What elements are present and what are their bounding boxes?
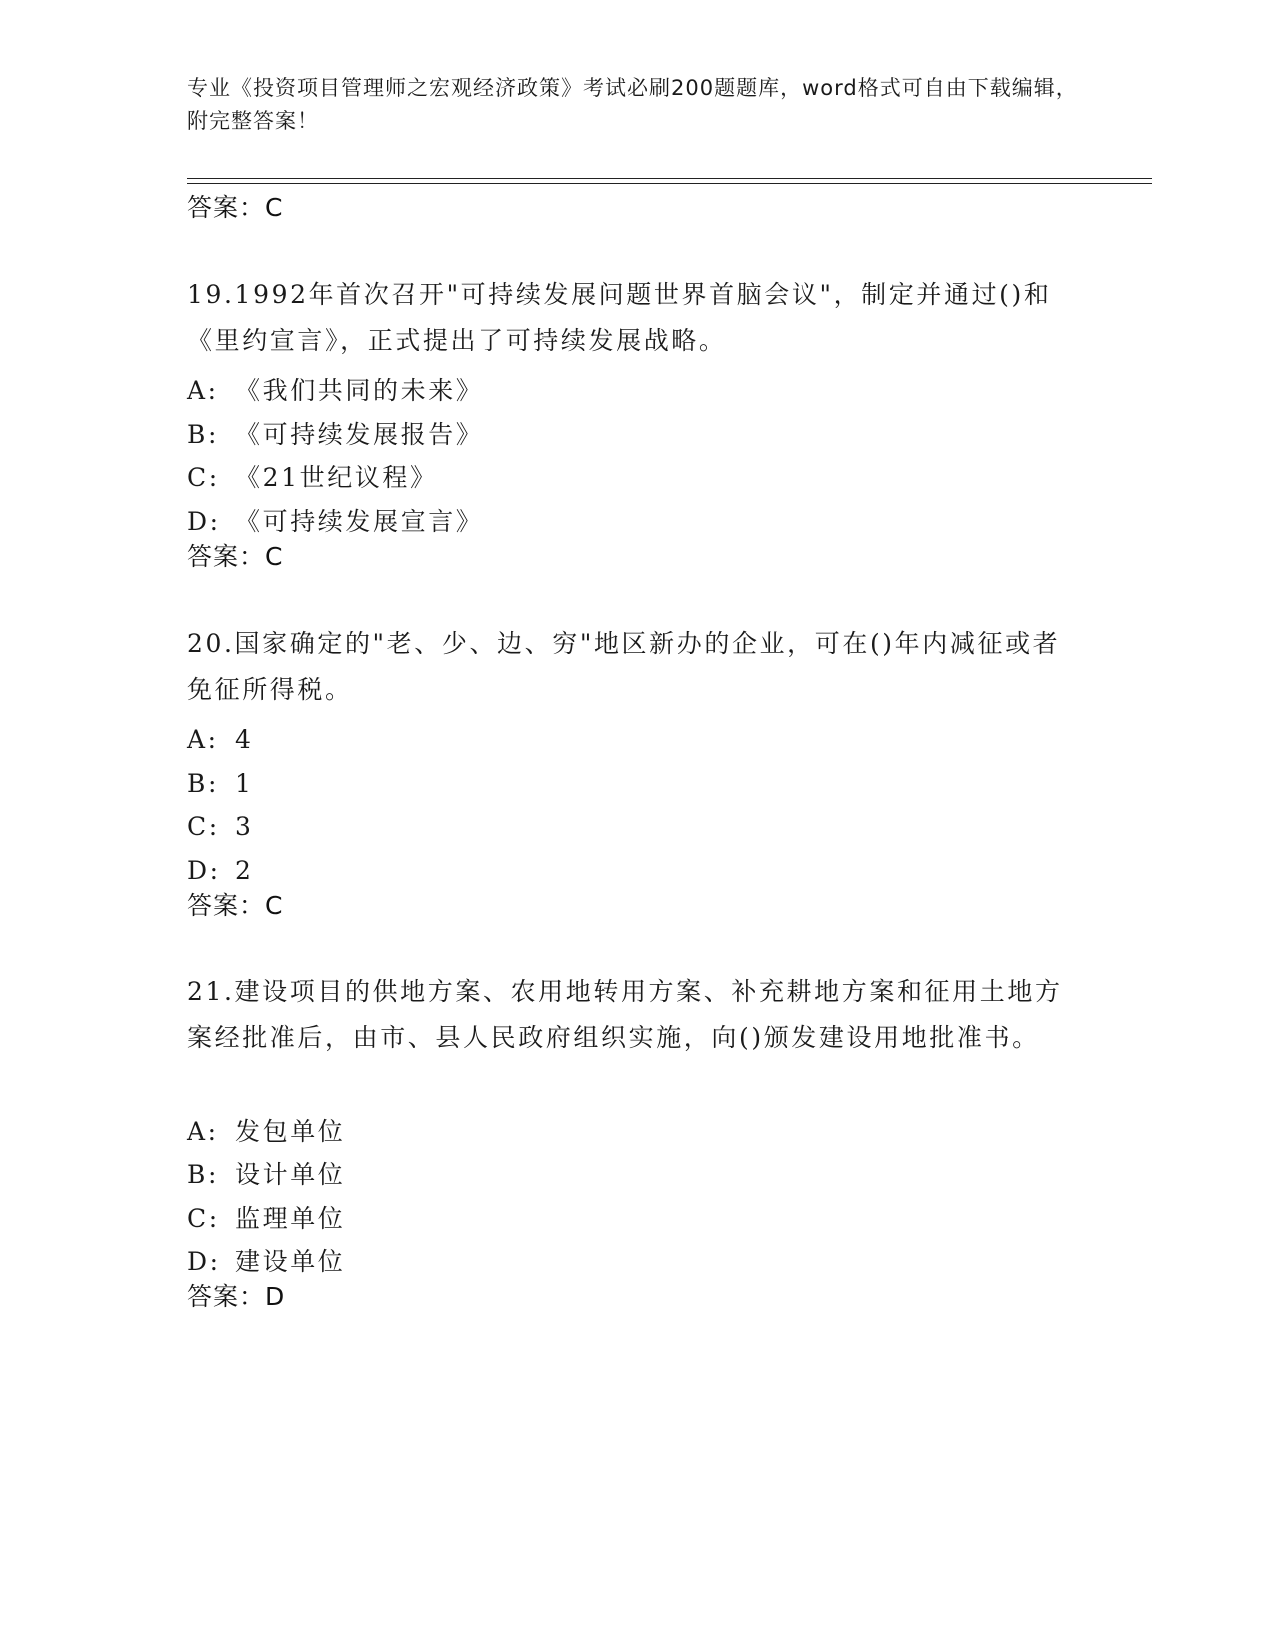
option-a bbox=[187, 725, 1077, 755]
option-key: C: bbox=[187, 463, 220, 492]
option-d bbox=[187, 1247, 1077, 1277]
option-key: A: bbox=[187, 1117, 219, 1146]
question-text: 19.1992年首次召开"可持续发展问题世界首脑会议"，制定并通过()和《里约宣言》，正式提出了可持续发展战略。 bbox=[187, 280, 1052, 355]
option-key: B: bbox=[187, 769, 219, 798]
option-value: 4 bbox=[235, 725, 254, 754]
option-a bbox=[187, 376, 1077, 406]
option-b bbox=[187, 1160, 1077, 1190]
header-divider-bottom bbox=[187, 183, 1152, 184]
option-key: A: bbox=[187, 376, 219, 405]
option-key: D: bbox=[187, 1247, 221, 1276]
option-key: A: bbox=[187, 725, 219, 754]
option-key: D: bbox=[187, 856, 221, 885]
option-value: 发包单位 bbox=[235, 1117, 346, 1146]
answer-label: 答案：C bbox=[187, 891, 284, 920]
option-key: C: bbox=[187, 1204, 220, 1233]
answer-label: 答案：C bbox=[187, 542, 284, 571]
option-key: B: bbox=[187, 1160, 219, 1189]
option-key: C: bbox=[187, 812, 220, 841]
option-c bbox=[187, 812, 1077, 842]
option-d bbox=[187, 507, 1077, 537]
option-key: D: bbox=[187, 507, 221, 536]
option-c bbox=[187, 463, 1077, 493]
option-value: 监理单位 bbox=[235, 1204, 346, 1233]
option-a bbox=[187, 1117, 1077, 1147]
option-value: 《21世纪议程》 bbox=[235, 463, 438, 492]
option-value: 设计单位 bbox=[235, 1160, 346, 1189]
option-value: 建设单位 bbox=[235, 1247, 346, 1276]
header-divider-top bbox=[187, 178, 1152, 179]
option-value: 《我们共同的未来》 bbox=[235, 376, 484, 405]
answer-label: 答案：D bbox=[187, 1282, 286, 1311]
option-value: 1 bbox=[235, 769, 254, 798]
question-text: 20.国家确定的"老、少、边、穷"地区新办的企业，可在()年内减征或者免征所得税。 bbox=[187, 629, 1061, 704]
option-b bbox=[187, 420, 1077, 450]
option-value: 2 bbox=[235, 856, 254, 885]
answer-label: 答案：C bbox=[187, 193, 284, 222]
document-header: 专业《投资项目管理师之宏观经济政策》考试必刷200题题库，word格式可自由下载编辑，附完整答案！ bbox=[187, 76, 1078, 133]
option-value: 《可持续发展宣言》 bbox=[235, 507, 484, 536]
option-key: B: bbox=[187, 420, 219, 449]
option-value: 《可持续发展报告》 bbox=[235, 420, 484, 449]
option-b bbox=[187, 769, 1077, 799]
option-c bbox=[187, 1204, 1077, 1234]
option-value: 3 bbox=[235, 812, 254, 841]
question-text: 21.建设项目的供地方案、农用地转用方案、补充耕地方案和征用土地方案经批准后，由市、县人民政府组织实施，向()颁发建设用地批准书。 bbox=[187, 977, 1063, 1052]
option-d bbox=[187, 856, 1077, 886]
